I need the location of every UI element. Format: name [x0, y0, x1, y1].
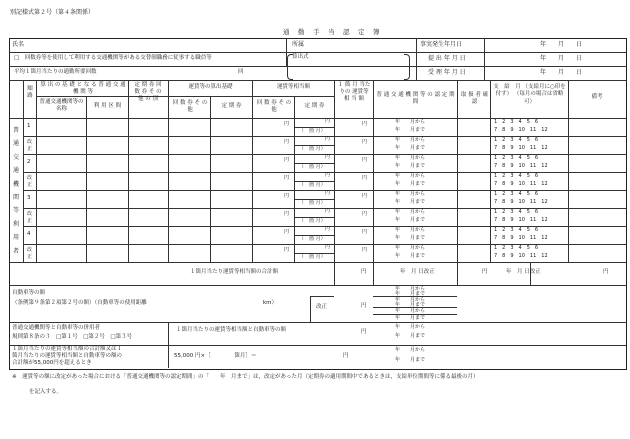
fare-pass-yen: 円 [325, 172, 331, 178]
side-label-commuter: 普 通 交 通 機 関 等 利 用 者 [12, 127, 19, 255]
pay-months-bottom: 7 8 9 10 11 12 [494, 235, 548, 241]
period-to: 年 月まで [395, 181, 426, 187]
formula-bracket-right [404, 54, 410, 80]
revision-label: 改正 [27, 175, 33, 188]
times-unit: 回 [238, 69, 244, 75]
pay-months-bottom: 7 8 9 10 11 12 [494, 217, 548, 223]
note-line-2: を記入する。 [29, 389, 63, 395]
fare-coupon-yen: 円 [284, 229, 290, 235]
monthly-equiv-yen: 円 [362, 157, 368, 163]
car-from-1: 年 月から [395, 286, 426, 292]
car-yen: 円 [361, 303, 367, 309]
pay-months-top: 1 2 3 4 5 6 [494, 137, 539, 143]
combined-yen: 円 [361, 329, 367, 335]
col-pay-month: 支 給 月 （支給月に○印を付す） （毎月の場合は省略可） [493, 84, 566, 105]
pay-months-top: 1 2 3 4 5 6 [494, 209, 539, 215]
event-date-label: 事実発生年月日 [420, 41, 463, 48]
col-monthly-equiv: １ 箇 月 当たりの 運賃等相 当 額 [337, 82, 371, 102]
monthly-equiv-yen: 円 [362, 229, 368, 235]
monthly-equiv-yen: 円 [362, 211, 368, 217]
fare-coupon-yen: 円 [284, 157, 290, 163]
col-cert-period: 普 通 交 通 機 関 等 の 認 定 期 間 [376, 92, 455, 106]
revision-label: 改正 [27, 139, 33, 152]
fare-pass-months: （ 箇 月） [299, 200, 326, 206]
period-from: 年 月から [395, 245, 426, 251]
accept-date-value: 年 月 日 [540, 69, 583, 76]
excess-yen: 円 [343, 353, 349, 359]
monthly-equiv-yen: 円 [362, 247, 368, 253]
total-revise-date-1: 年 月 日改正 [400, 269, 435, 275]
pay-months-top: 1 2 3 4 5 6 [494, 119, 539, 125]
pay-months-bottom: 7 8 9 10 11 12 [494, 181, 548, 187]
fare-coupon-yen: 円 [284, 175, 290, 181]
combined-from: 年 月から [395, 324, 426, 330]
car-distance-km: km） [263, 300, 278, 306]
monthly-equiv-yen: 円 [362, 175, 368, 181]
fare-pass-months: （ 箇 月） [299, 254, 326, 260]
period-from: 年 月から [395, 173, 426, 179]
col-pass-type: 定 期 券 回 数 券 そ の 他 の 別 [134, 82, 162, 102]
combined-user-label: 普通交通機関等と自動車等の併用者 [12, 325, 101, 331]
revision-label: 改正 [27, 247, 33, 260]
monthly-equiv-yen: 円 [362, 121, 368, 127]
pay-months-top: 1 2 3 4 5 6 [494, 245, 539, 251]
period-to: 年 月まで [395, 145, 426, 151]
car-to-1: 年 月まで [395, 291, 426, 297]
fare-pass-months: （ 箇 月） [299, 128, 326, 134]
accept-date-label: 受 理 年 月 日 [428, 69, 466, 76]
pay-months-top: 1 2 3 4 5 6 [494, 173, 539, 179]
formula-label: 算出式 [292, 54, 309, 60]
monthly-equiv-yen: 円 [362, 193, 368, 199]
col-transport-name: 普通交通機関等の名称 [39, 99, 84, 112]
col-fare-equiv: 運賃等相当額 [276, 84, 310, 90]
car-revision-label: 改正 [316, 304, 328, 310]
col-remarks: 備考 [591, 94, 603, 100]
submit-date-label: 提 出 年 月 日 [428, 55, 466, 62]
route-number: 4 [27, 231, 31, 237]
car-to-3: 年 月まで [395, 315, 426, 321]
excess-label-2: 箇月当たりの運賃等相当額と自動車等の額の [12, 353, 123, 359]
fare-pass-months: （ 箇 月） [299, 146, 326, 152]
total-yen-2: 円 [482, 269, 488, 275]
car-to-2: 年 月まで [395, 302, 426, 308]
total-monthly-label: １箇月当たり運賃等相当額の合計額 [190, 269, 279, 275]
excess-formula: 55,000 円×［ 箇月］＝ [174, 353, 257, 359]
shift-worker-checkbox-label: □ 回数券等を使用して利用する交通機関等がある交替制職務に従事する職員等 [14, 55, 212, 61]
period-to: 年 月まで [395, 217, 426, 223]
period-from: 年 月から [395, 155, 426, 161]
fare-pass-months: （ 箇 月） [299, 218, 326, 224]
pay-months-top: 1 2 3 4 5 6 [494, 191, 539, 197]
fare-coupon-yen: 円 [284, 139, 290, 145]
col-equiv-pass: 定 期 券 [304, 103, 325, 109]
fare-pass-yen: 円 [325, 136, 331, 142]
pay-months-top: 1 2 3 4 5 6 [494, 227, 539, 233]
col-equiv-coupon: 回 数 券 そ の 他 [256, 100, 292, 113]
period-to: 年 月まで [395, 199, 426, 205]
formula-bracket-left [287, 54, 293, 80]
total-revise-date-2: 年 月 日改正 [506, 269, 541, 275]
period-from: 年 月から [395, 191, 426, 197]
fare-coupon-yen: 円 [284, 211, 290, 217]
fare-pass-yen: 円 [325, 208, 331, 214]
fare-coupon-yen: 円 [284, 247, 290, 253]
period-from: 年 月から [395, 137, 426, 143]
route-number: 3 [27, 195, 31, 201]
form-reference: 別記様式第２号（第４条関係） [10, 9, 95, 16]
period-from: 年 月から [395, 119, 426, 125]
period-from: 年 月から [395, 209, 426, 215]
fare-pass-yen: 円 [325, 244, 331, 250]
pay-months-bottom: 7 8 9 10 11 12 [494, 199, 548, 205]
excess-label-3: 合計額が55,000円を超えるとき [12, 360, 92, 366]
period-to: 年 月まで [395, 163, 426, 169]
total-yen: 円 [361, 269, 367, 275]
combined-to: 年 月まで [395, 333, 426, 339]
dept-label: 所属 [292, 41, 305, 48]
car-from-3: 年 月から [395, 308, 426, 314]
fare-pass-yen: 円 [325, 154, 331, 160]
combined-monthly-label: １箇月当たりの運賃等相当額と自動車等の額 [176, 327, 287, 333]
form-title: 通 勤 手 当 認 定 簿 [283, 28, 381, 36]
name-label: 氏名 [12, 41, 25, 48]
car-from-2: 年 月から [395, 297, 426, 303]
event-date-value: 年 月 日 [540, 41, 583, 48]
col-basis-pass: 定 期 券 [221, 103, 242, 109]
fare-pass-yen: 円 [325, 118, 331, 124]
monthly-commute-count-label: 平均１箇月当たりの通勤所要回数 [14, 69, 97, 75]
route-number: 1 [27, 123, 31, 129]
route-number: 2 [27, 159, 31, 165]
combined-user-rule: 規則第８条の３ □第１号 □第２号 □第３号 [12, 334, 133, 340]
pay-months-bottom: 7 8 9 10 11 12 [494, 163, 548, 169]
excess-to: 年 月まで [395, 357, 426, 363]
total-yen-3: 円 [603, 269, 609, 275]
col-usage-section: 利 用 区 間 [93, 103, 122, 109]
fare-pass-months: （ 箇 月） [299, 236, 326, 242]
excess-label-1: １箇月当たりの運賃等相当額の合計額又は１ [12, 346, 123, 352]
submit-date-value: 年 月 日 [540, 55, 583, 62]
fare-pass-yen: 円 [325, 226, 331, 232]
col-route: 順路 [27, 86, 33, 99]
period-from: 年 月から [395, 227, 426, 233]
col-handler: 取 扱 者 確 認 [460, 92, 489, 106]
period-to: 年 月まで [395, 253, 426, 259]
pay-months-bottom: 7 8 9 10 11 12 [494, 127, 548, 133]
fare-coupon-yen: 円 [284, 193, 290, 199]
revision-label: 改正 [27, 211, 33, 224]
fare-coupon-yen: 円 [284, 121, 290, 127]
fare-pass-months: （ 箇 月） [299, 164, 326, 170]
fare-pass-months: （ 箇 月） [299, 182, 326, 188]
note-line-1: ※ 運賃等の額に改定があった場合における「普通交通機関等の認定期間」の「 年 月まで」は，改定があった月（定期券の適用期間中であるときは，支給単位期間等に係る最後の月） [12, 374, 479, 380]
pay-months-top: 1 2 3 4 5 6 [494, 155, 539, 161]
excess-from: 年 月から [395, 347, 426, 353]
period-to: 年 月まで [395, 127, 426, 133]
col-basis-group: 算 出 の 基 礎 と な る 普 通 交 通 機 関 等 [40, 82, 126, 95]
monthly-equiv-yen: 円 [362, 139, 368, 145]
pay-months-bottom: 7 8 9 10 11 12 [494, 253, 548, 259]
car-amount-subtitle: （条例第９条第２項第２号の額）（自動車等の使用距離 [12, 300, 147, 306]
fare-pass-yen: 円 [325, 190, 331, 196]
col-fare-basis: 運賃等の算出基礎 [188, 84, 233, 90]
car-amount-title: 自動車等の額 [12, 290, 46, 296]
pay-months-bottom: 7 8 9 10 11 12 [494, 145, 548, 151]
period-to: 年 月まで [395, 235, 426, 241]
col-basis-coupon: 回 数 券 そ の 他 [172, 100, 208, 113]
